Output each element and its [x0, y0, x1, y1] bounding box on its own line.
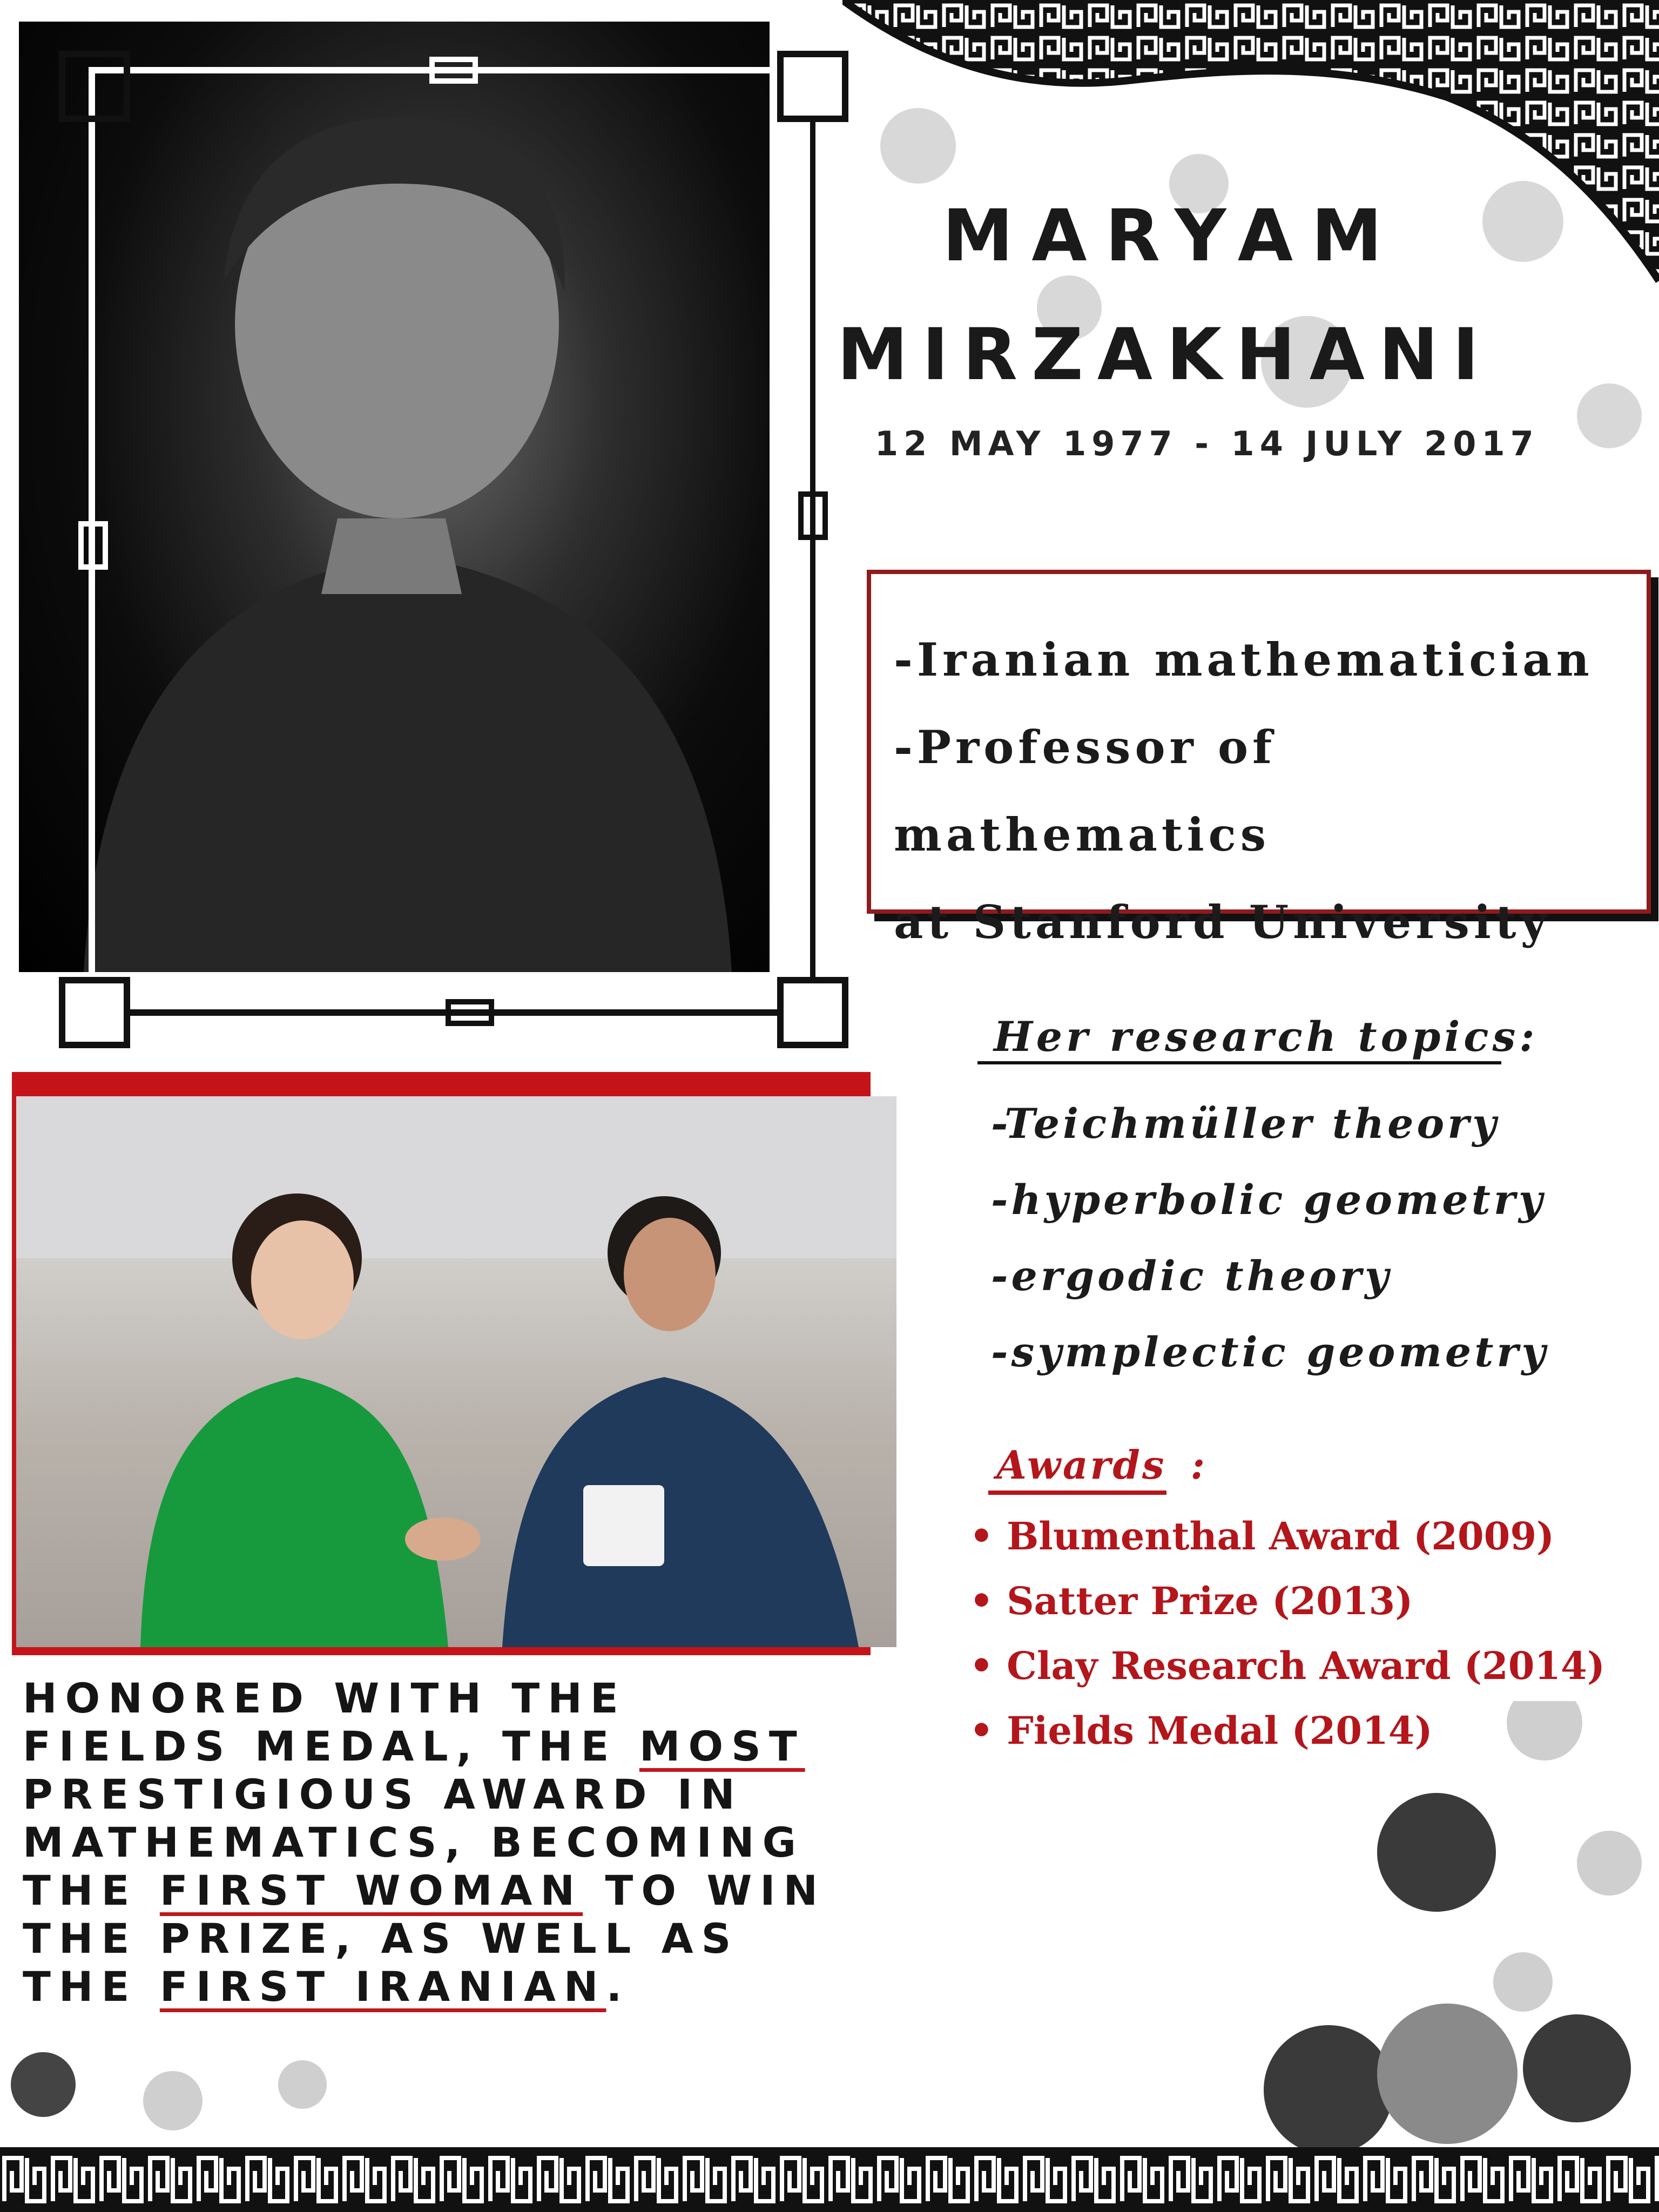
bullet-icon: • — [969, 1514, 1007, 1559]
honor-line: FIELDS MEDAL, THE MOST — [23, 1722, 805, 1770]
bio-box — [867, 570, 1651, 949]
bullet-icon: • — [969, 1643, 1007, 1688]
award-ceremony-photo — [16, 1096, 896, 1647]
honor-line: PRESTIGIOUS AWARD IN — [23, 1770, 743, 1818]
bullet-icon: • — [969, 1579, 1007, 1623]
honor-line: THE FIRST IRANIAN. — [23, 1963, 630, 2011]
emphasis-most: MOST — [639, 1722, 805, 1770]
emphasis-first-woman: FIRST WOMAN — [159, 1866, 583, 1914]
honor-line: HONORED WITH THE — [23, 1674, 626, 1722]
flower-cluster-bottom-right — [1134, 1701, 1659, 2160]
honor-line: MATHEMATICS, BECOMING — [23, 1818, 804, 1866]
awards-heading: Awards — [996, 1442, 1166, 1488]
research-topic: -symplectic geometry — [991, 1328, 1549, 1376]
bullet-icon: • — [969, 1708, 1007, 1753]
research-heading-underline — [977, 1061, 1501, 1064]
emphasis-first-iranian: FIRST IRANIAN — [159, 1963, 606, 2011]
portrait-frame — [0, 0, 864, 1058]
research-topic: -hyperbolic geometry — [991, 1176, 1546, 1224]
award-item: • Fields Medal (2014) — [969, 1708, 1433, 1753]
research-topic: -Teichmüller theory — [991, 1100, 1500, 1148]
flower-cluster-bottom-left — [0, 2020, 378, 2149]
honor-line: THE FIRST WOMAN TO WIN — [23, 1866, 826, 1914]
awards-heading-row — [996, 1442, 1207, 1488]
name-last: MIRZAKHANI — [837, 313, 1493, 396]
name-first: MARYAM — [942, 194, 1401, 278]
bio-line-1: -Iranian mathematician — [894, 633, 1594, 686]
bio-line-3: at Stanford University — [894, 895, 1552, 949]
award-item: • Blumenthal Award (2009) — [969, 1514, 1555, 1559]
bottom-pattern-band — [0, 2147, 1659, 2212]
bio-line-2: -Professor of mathematics — [894, 720, 1277, 861]
research-heading: Her research topics: — [994, 1013, 1539, 1061]
honor-text — [23, 1674, 826, 2011]
research-list — [991, 1085, 1549, 1390]
research-topic: -ergodic theory — [991, 1252, 1392, 1300]
ceremony-figures — [16, 1096, 896, 1647]
award-item: • Clay Research Award (2014) — [969, 1643, 1605, 1688]
awards-heading-underline — [988, 1491, 1166, 1495]
award-item: • Satter Prize (2013) — [969, 1579, 1413, 1623]
honor-line: THE PRIZE, AS WELL AS — [23, 1914, 739, 1963]
awards-colon: : — [1190, 1442, 1208, 1488]
life-dates: 12 MAY 1977 - 14 JULY 2017 — [875, 424, 1539, 463]
